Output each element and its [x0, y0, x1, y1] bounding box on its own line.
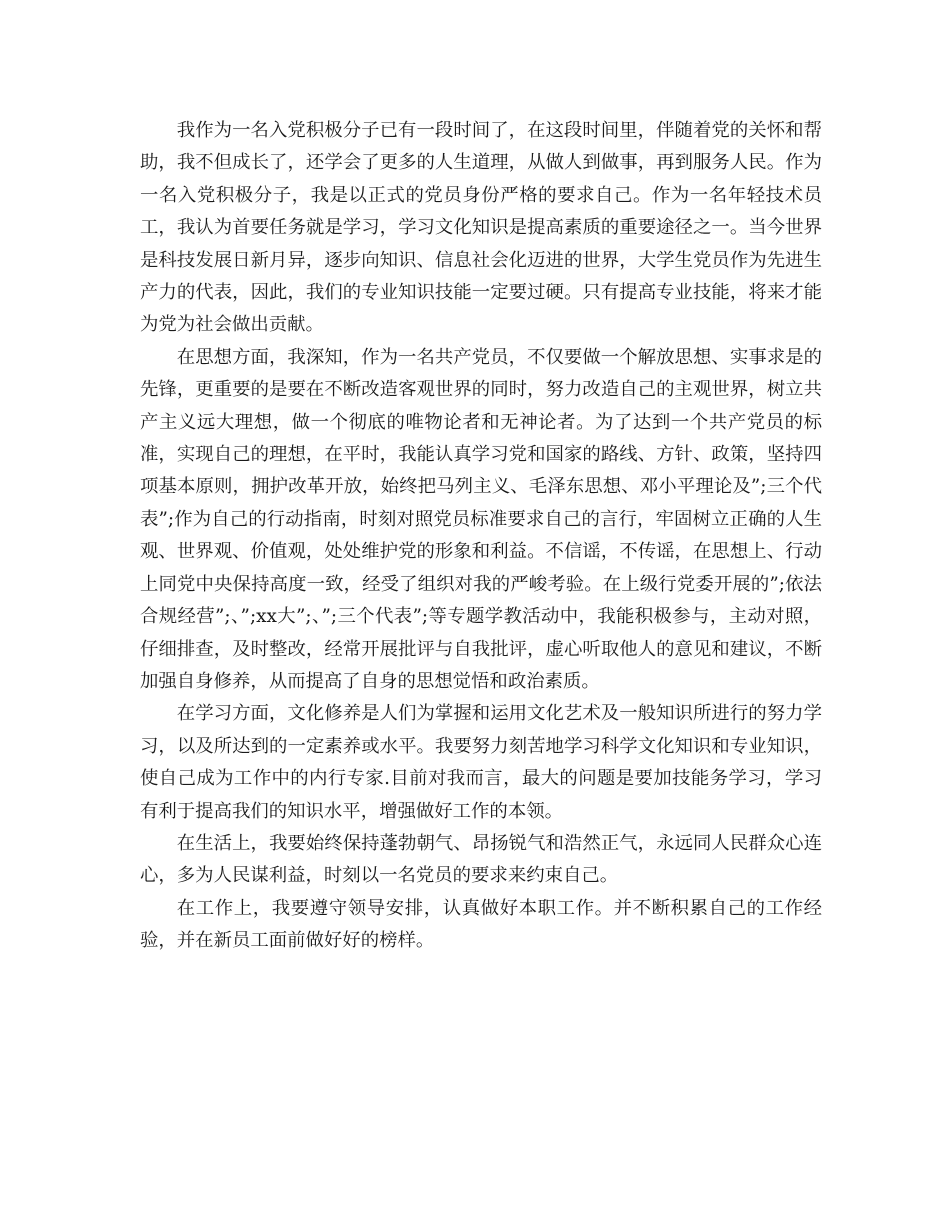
paragraph-life: 在生活上，我要始终保持蓬勃朝气、昂扬锐气和浩然正气，永远同人民群众心连心，多为人民谋利益，时刻以一名党员的要求来约束自己。	[140, 832, 822, 887]
paragraph-study: 在学习方面，文化修养是人们为掌握和运用文化艺术及一般知识所进行的努力学习，以及所达到的一定素养或水平。我要努力刻苦地学习科学文化知识和专业知识，使自己成为工作中的内行专家.目前对我而言，最大的问题是要加技能务学习，学习有利于提高我们的知识水平，增强做好工作的本领。	[140, 703, 822, 822]
paragraph-thought: 在思想方面，我深知，作为一名共产党员，不仅要做一个解放思想、实事求是的先锋，更重要的是要在不断改造客观世界的同时，努力改造自己的主观世界，树立共产主义远大理想，做一个彻底的唯物论者和无神论者。为了达到一个共产党员的标准，实现自己的理想，在平时，我能认真学习党和国家的路线、方针、政策，坚持四项基本原则，拥护改革开放，始终把马列主义、毛泽东思想、邓小平理论及”;三个代表”;作为自己的行动指南，时刻对照党员标准要求自己的言行，牢固树立正确的人生观、世界观、价值观，处处维护党的形象和利益。不信谣，不传谣，在思想上、行动上同党中央保持高度一致，经受了组织对我的严峻考验。在上级行党委开展的”;依法合规经营”;、”;xx大”;、”;三个代表”;等专题学教活动中，我能积极参与，主动对照，仔细排查，及时整改，经常开展批评与自我批评，虚心听取他人的意见和建议，不断加强自身修养，从而提高了自身的思想觉悟和政治素质。	[140, 346, 822, 692]
paragraph-work: 在工作上，我要遵守领导安排，认真做好本职工作。并不断积累自己的工作经验，并在新员工面前做好好的榜样。	[140, 897, 822, 952]
paragraph-intro: 我作为一名入党积极分子已有一段时间了，在这段时间里，伴随着党的关怀和帮助，我不但成长了，还学会了更多的人生道理，从做人到做事，再到服务人民。作为一名入党积极分子，我是以正式的党员身份严格的要求自己。作为一名年轻技术员工，我认为首要任务就是学习，学习文化知识是提高素质的重要途径之一。当今世界是科技发展日新月异，逐步向知识、信息社会化迈进的世界，大学生党员作为先进生产力的代表，因此，我们的专业知识技能一定要过硬。只有提高专业技能，将来才能为党为社会做出贡献。	[140, 120, 822, 336]
document-body	[140, 115, 822, 958]
